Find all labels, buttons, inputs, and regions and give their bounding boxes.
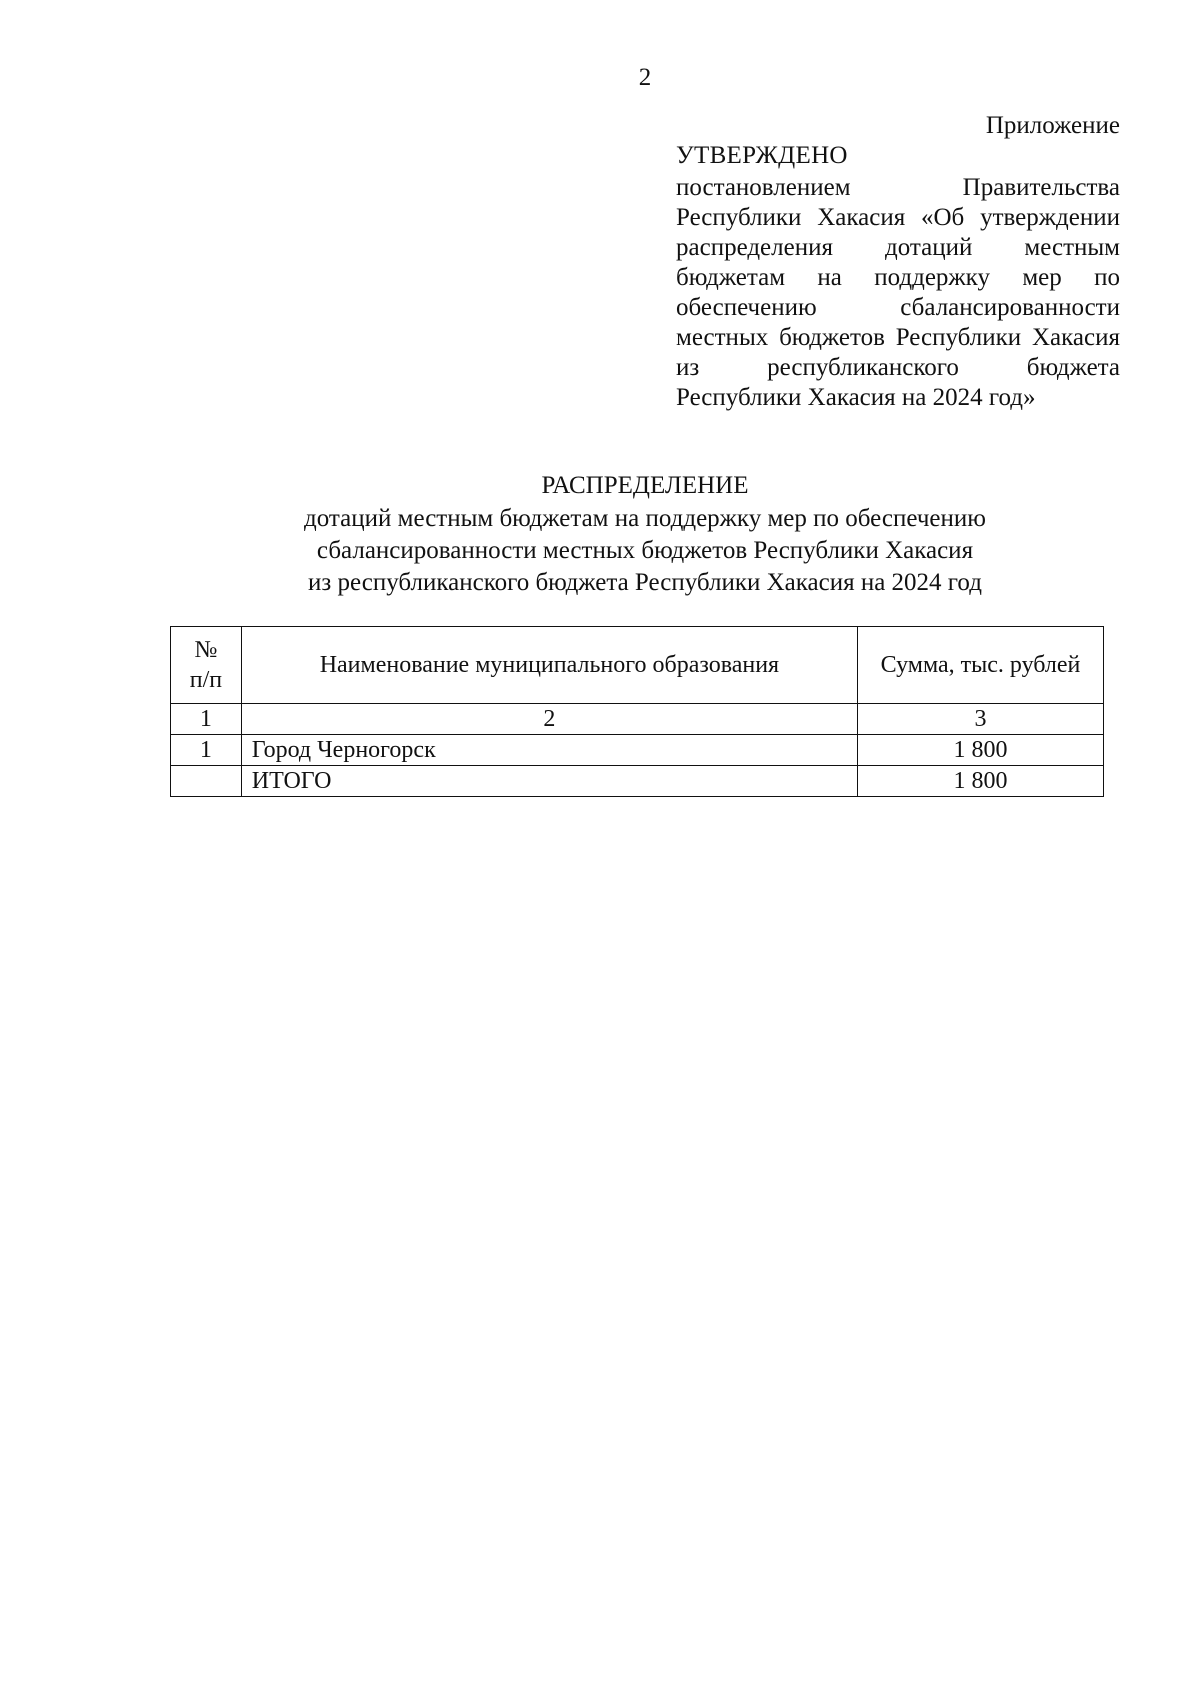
header-amount: Сумма, тыс. рублей xyxy=(858,627,1104,704)
distribution-table xyxy=(170,626,1104,797)
column-index: 2 xyxy=(241,704,857,735)
table-header-row xyxy=(171,627,1104,704)
total-amount: 1 800 xyxy=(858,766,1104,797)
total-label: ИТОГО xyxy=(241,766,857,797)
subtitle-line: из республиканского бюджета Республики Хакасия на 2024 год xyxy=(308,569,982,596)
total-number xyxy=(171,766,242,797)
table-total-row xyxy=(171,766,1104,797)
document-subtitle xyxy=(0,503,1200,599)
header-number-abbr: п/п xyxy=(189,667,223,693)
approved-stamp-text: УТВЕРЖДЕНО xyxy=(676,142,848,169)
table-column-index-row xyxy=(171,704,1104,735)
table-row xyxy=(171,735,1104,766)
approval-resolution-text: постановлением Правительства Республики Хакасия «Об утверждении распределения дотаций местным бюджетам на поддержку мер по обеспечению сбалансированности местных бюджетов Республики Хакасия из республиканского бюджета Республики Хакасия на 2024 год» xyxy=(676,174,1120,411)
page-number: 2 xyxy=(638,64,652,91)
row-amount: 1 800 xyxy=(858,735,1104,766)
subtitle-line: сбалансированности местных бюджетов Республики Хакасия xyxy=(316,537,974,564)
row-municipality-name: Город Черногорск xyxy=(241,735,857,766)
header-municipality-name: Наименование муниципального образования xyxy=(241,627,857,704)
row-number: 1 xyxy=(171,735,242,766)
document-title: РАСПРЕДЕЛЕНИЕ xyxy=(541,472,749,499)
appendix-label: Приложение xyxy=(985,112,1120,139)
approval-block xyxy=(676,141,1120,413)
header-number xyxy=(171,627,242,704)
header-number-symbol: № xyxy=(194,637,218,663)
column-index: 1 xyxy=(171,704,242,735)
subtitle-line: дотаций местным бюджетам на поддержку мер по обеспечению xyxy=(304,505,986,532)
column-index: 3 xyxy=(858,704,1104,735)
